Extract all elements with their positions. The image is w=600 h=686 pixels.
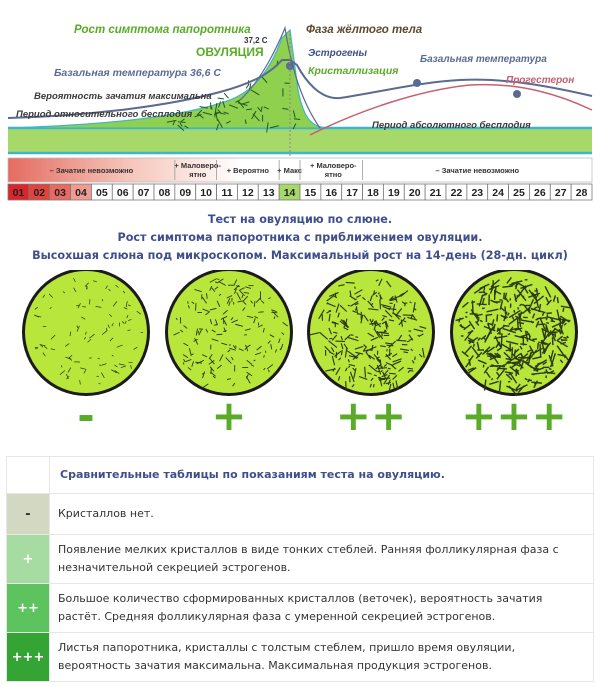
- samples-svg: [0, 270, 600, 440]
- day-label: 27: [554, 187, 567, 199]
- phase-label-2: ятно: [189, 170, 207, 179]
- crystal-stroke: [516, 295, 520, 296]
- table-row: [7, 535, 594, 584]
- day-label: 01: [12, 187, 25, 199]
- day-label: 20: [408, 187, 421, 199]
- fern-stroke: [178, 122, 186, 123]
- day-label: 19: [388, 187, 400, 199]
- row-text: Листья папоротника, кристаллы с толстым стеблем, пришло время овуляции, вероятность зачатия максимальна. Максимальная продукция эстрогенов.: [50, 633, 594, 682]
- day-label: 28: [575, 187, 588, 199]
- crystal-stroke: [258, 312, 263, 313]
- crystal-stroke: [538, 343, 539, 349]
- progesterone-point: [513, 90, 521, 98]
- crystal-stroke: [508, 381, 510, 382]
- crystal-stroke: [531, 374, 534, 375]
- table-row: [7, 633, 594, 682]
- day-label: 23: [471, 187, 484, 199]
- crystal-stroke: [534, 382, 535, 385]
- level-cell: +: [7, 535, 50, 584]
- crystal-stroke: [563, 308, 564, 312]
- sample-circle: [450, 270, 578, 396]
- label-corpus-luteum: Фаза жёлтого тела: [306, 24, 423, 36]
- crystal-stroke: [537, 318, 546, 319]
- label-ovulation: ОВУЛЯЦИЯ: [196, 45, 264, 59]
- label-basal-temp-right: Базальная температура: [420, 54, 547, 65]
- day-label: 14: [283, 187, 296, 199]
- label-estrogens: Эстрогены: [308, 48, 368, 59]
- crystal-stroke: [551, 332, 558, 333]
- crystal-stroke: [514, 310, 515, 313]
- day-label: 07: [137, 187, 150, 199]
- crystal-stroke: [380, 299, 381, 309]
- crystal-stroke: [388, 368, 391, 369]
- sample-sign: -: [77, 391, 95, 440]
- day-label: 02: [33, 187, 46, 199]
- sample-circle: [22, 270, 150, 396]
- crystal-stroke: [540, 344, 541, 358]
- day-label: 13: [262, 187, 275, 199]
- phase-label: + Вероятно: [226, 166, 269, 175]
- sample-field: [168, 271, 290, 393]
- sample-field: [310, 271, 432, 393]
- day-label: 03: [54, 187, 66, 199]
- day-label: 08: [158, 187, 171, 199]
- comparison-table: [6, 456, 594, 682]
- crystal-stroke: [386, 345, 393, 346]
- caption-line-3: Высохшая слюна под микроскопом. Максимальный рост на 14-день (28-дн. цикл): [32, 249, 568, 262]
- table-header-row: [7, 457, 594, 494]
- day-label: 12: [242, 187, 254, 199]
- crystal-stroke: [505, 306, 506, 314]
- crystal-stroke: [518, 307, 519, 309]
- label-crystallization: Кристаллизация: [308, 65, 399, 77]
- day-label: 15: [304, 187, 317, 199]
- day-label: 09: [179, 187, 192, 199]
- level-cell: +++: [7, 633, 50, 682]
- label-absolute-infertility: Период абсолютного бесплодия: [372, 120, 531, 131]
- crystal-stroke: [504, 293, 505, 300]
- cycle-svg: [0, 0, 600, 205]
- day-label: 17: [346, 187, 358, 199]
- green-band: [8, 128, 592, 152]
- label-basal-temp-left: Базальная температура 36,6 С: [54, 67, 221, 79]
- crystal-stroke: [518, 317, 519, 330]
- day-label: 18: [367, 187, 379, 199]
- label-conception-max: Вероятность зачатия максимальна: [34, 91, 212, 102]
- caption-line-2: Рост симптома папоротника с приближением овуляции.: [117, 231, 483, 244]
- crystal-stroke: [216, 334, 222, 335]
- crystal-stroke: [128, 330, 131, 331]
- label-relative-infertility: Период относительного бесплодия: [16, 109, 193, 120]
- day-label: 24: [492, 187, 504, 199]
- crystal-stroke: [490, 353, 491, 358]
- crystal-stroke: [557, 297, 558, 303]
- day-label: 06: [116, 187, 129, 199]
- crystal-stroke: [389, 373, 396, 374]
- crystal-stroke: [508, 334, 510, 335]
- caption-line-1: Тест на овуляцию по слюне.: [207, 213, 393, 226]
- phase-label: + Маловеро-: [309, 161, 357, 170]
- label-progesterone: Прогестерон: [506, 75, 575, 86]
- table-header: Сравнительные таблицы по показаниям теста на овуляцию.: [50, 457, 594, 494]
- level-cell: -: [7, 494, 50, 535]
- crystal-stroke: [380, 359, 381, 367]
- table-row: [7, 494, 594, 535]
- sample-sign: +++: [461, 391, 567, 440]
- fern-stroke: [261, 106, 262, 110]
- crystal-stroke: [274, 316, 275, 318]
- crystal-stroke: [477, 304, 487, 305]
- basal-temp-point: [413, 79, 421, 87]
- crystal-stroke: [365, 367, 366, 378]
- crystal-stroke: [198, 331, 199, 334]
- phase-label: + Маловеро-: [174, 161, 222, 170]
- crystal-stroke: [551, 321, 555, 322]
- crystal-stroke: [534, 368, 539, 369]
- header-level-cell: [7, 457, 50, 494]
- row-text: Появление мелких кристаллов в виде тонких стеблей. Ранняя фолликулярная фаза с незначительной секрецией эстрогенов.: [50, 535, 594, 584]
- fern-stroke: [224, 93, 228, 98]
- table-row: [7, 584, 594, 633]
- crystal-stroke: [82, 306, 86, 307]
- label-fern-growth: Рост симптома папоротника: [74, 24, 251, 36]
- row-text: Кристаллов нет.: [50, 494, 594, 535]
- fern-stroke: [218, 98, 224, 99]
- ovulation-cycle-diagram: [0, 0, 600, 205]
- saliva-samples: [0, 270, 600, 440]
- crystal-stroke: [546, 375, 547, 378]
- fern-stroke: [246, 84, 249, 88]
- crystal-stroke: [355, 337, 358, 338]
- day-label: 21: [429, 187, 442, 199]
- crystal-stroke: [546, 323, 549, 324]
- sample-sign: ++: [335, 391, 407, 440]
- crystal-stroke: [373, 384, 374, 387]
- crystal-stroke: [531, 382, 542, 383]
- crystal-stroke: [472, 300, 473, 312]
- crystal-stroke: [207, 293, 208, 299]
- day-label: 10: [200, 187, 212, 199]
- phase-label: – Зачатие невозможно: [435, 166, 520, 175]
- crystal-stroke: [561, 339, 562, 342]
- sample-circle: [307, 270, 435, 396]
- crystal-stroke: [346, 282, 355, 283]
- crystal-stroke: [355, 287, 356, 289]
- crystal-stroke: [512, 347, 513, 358]
- crystal-stroke: [350, 291, 351, 297]
- crystal-stroke: [382, 366, 383, 369]
- crystal-stroke: [89, 358, 91, 359]
- phase-label: – Зачатие невозможно: [49, 166, 134, 175]
- day-label: 16: [325, 187, 338, 199]
- crystal-stroke: [407, 368, 413, 369]
- sample-circle: [165, 270, 293, 396]
- crystal-stroke: [538, 324, 545, 325]
- sample-sign: +: [211, 391, 247, 440]
- crystal-stroke: [559, 329, 560, 332]
- day-label: 04: [75, 187, 87, 199]
- row-text: Большое количество сформированных кристаллов (веточек), вероятность зачатия растёт. Средняя фолликулярная фаза с умеренной секрецией эстрогенов.: [50, 584, 594, 633]
- day-label: 25: [513, 187, 525, 199]
- level-cell: ++: [7, 584, 50, 633]
- day-row: [8, 184, 592, 200]
- crystal-stroke: [474, 344, 475, 347]
- phase-label: + Макс: [277, 166, 302, 175]
- crystal-stroke: [407, 341, 409, 342]
- phase-label-2: ятно: [324, 170, 342, 179]
- day-label: 26: [534, 187, 546, 199]
- day-label: 05: [96, 187, 108, 199]
- crystal-stroke: [466, 312, 468, 313]
- crystal-stroke: [497, 314, 498, 321]
- day-label: 22: [450, 187, 463, 199]
- label-temp-peak: 37,2 С: [244, 36, 268, 45]
- day-label: 11: [221, 187, 233, 199]
- fern-stroke: [294, 119, 300, 120]
- crystal-stroke: [465, 317, 467, 318]
